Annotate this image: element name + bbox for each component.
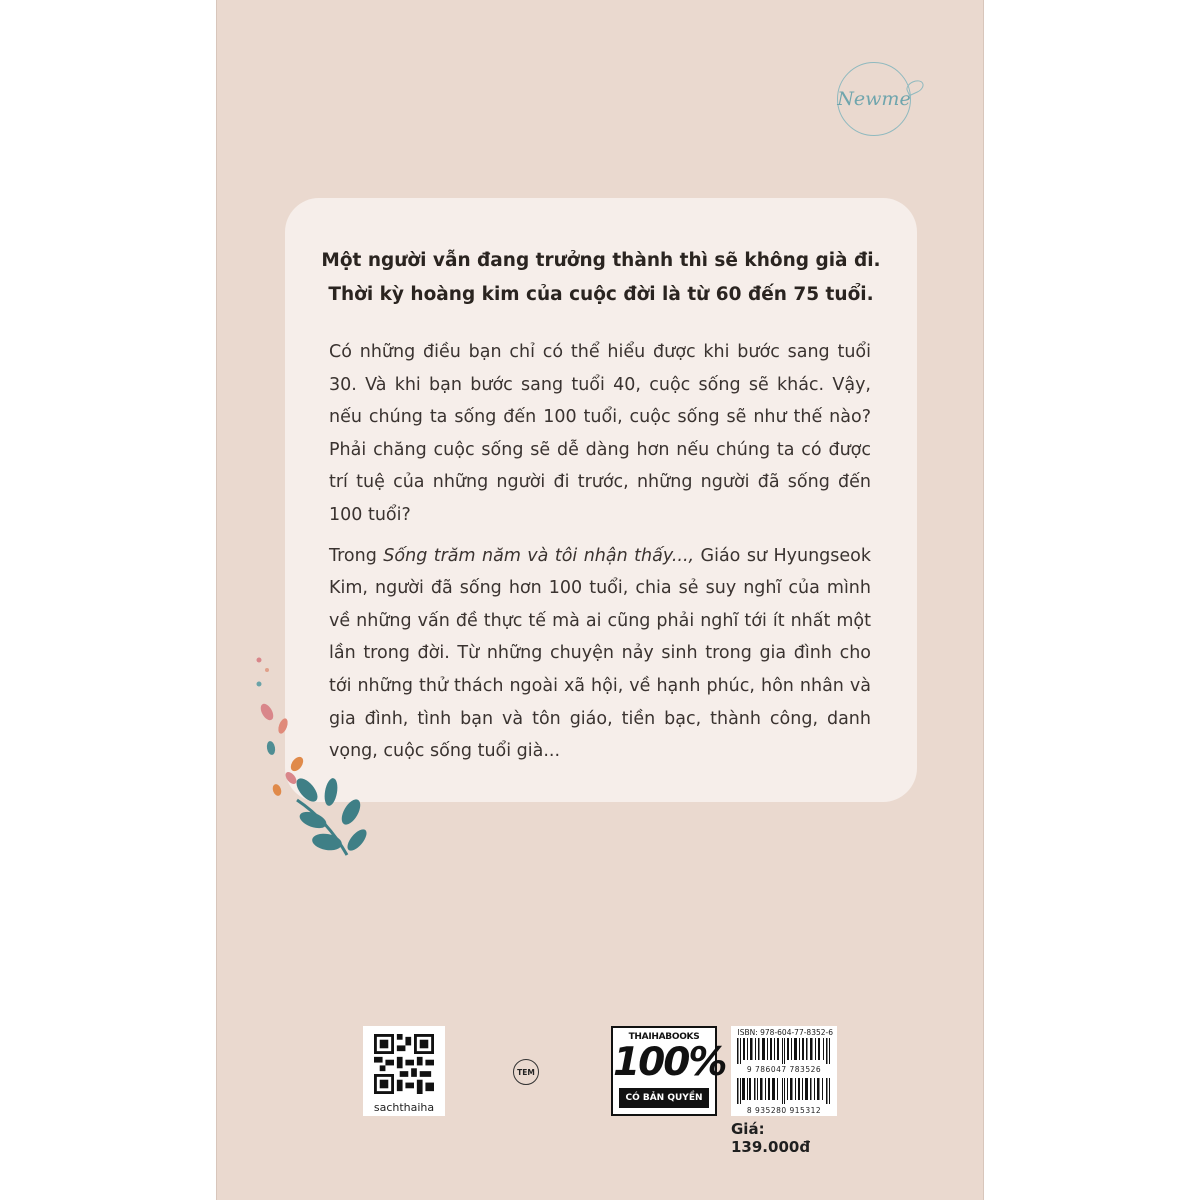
- qr-code-block: [363, 1026, 445, 1116]
- barcode-number-1: 9 786047 783526: [746, 1065, 822, 1074]
- book-back-cover: [216, 0, 984, 1200]
- qr-label: sachthaiha: [373, 1101, 435, 1114]
- paragraph-2-rest: Giáo sư Hyungseok Kim, người đã sống hơn 100 tuổi, chia sẻ suy nghĩ của mình về những vấn đề thực tế mà ai cũng phải nghĩ tới ít nhất một lần trong đời. Từ những chuyện nảy sinh trong gia đình cho tới những thử thách ngoài xã hội, về hạnh phúc, hôn nhân và gia đình, tình bạn và tôn giáo, tiền bạc, thành công, danh vọng, cuộc sống tuổi già...: [329, 545, 871, 762]
- barcode-number-2: 8 935280 915312: [746, 1106, 822, 1115]
- body-text: [329, 336, 871, 776]
- logo-flourish-icon: [904, 78, 925, 96]
- barcode-bottom-icon: [737, 1078, 831, 1104]
- price-label: Giá: 139.000đ: [731, 1120, 811, 1156]
- tem-stamp: TEM: [513, 1059, 539, 1085]
- qr-code-icon: [374, 1034, 434, 1094]
- barcode-block: [731, 1026, 837, 1116]
- newme-logo: [837, 62, 911, 136]
- book-title-italic: Sống trăm năm và tôi nhận thấy...,: [383, 545, 695, 566]
- paragraph-2: [329, 540, 871, 768]
- badge-brand: THAIHABOOKS: [628, 1032, 700, 1042]
- copyright-badge: [611, 1026, 726, 1116]
- leaf-decoration-icon: [247, 650, 397, 860]
- badge-hundred: 100%: [613, 1040, 726, 1085]
- headline-line-1: Một người vẫn đang trưởng thành thì sẽ không già đi.: [321, 250, 881, 271]
- logo-text: Newme: [837, 88, 911, 110]
- headline: [285, 244, 917, 312]
- isbn-text: ISBN: 978-604-77-8352-6: [737, 1028, 833, 1037]
- badge-caption: CÓ BẢN QUYỀN: [619, 1088, 709, 1108]
- headline-line-2: Thời kỳ hoàng kim của cuộc đời là từ 60 đến 75 tuổi.: [328, 284, 874, 305]
- barcode-top-icon: [737, 1038, 831, 1064]
- paragraph-1: Có những điều bạn chỉ có thể hiểu được khi bước sang tuổi 30. Và khi bạn bước sang tuổi 40, cuộc sống sẽ khác. Vậy, nếu chúng ta sống đến 100 tuổi, cuộc sống sẽ như thế nào? Phải chăng cuộc sống sẽ dễ dàng hơn nếu chúng ta có được trí tuệ của những người đi trước, những người đã sống đến 100 tuổi?: [329, 342, 871, 525]
- paragraph-2-lead: Trong: [329, 545, 384, 566]
